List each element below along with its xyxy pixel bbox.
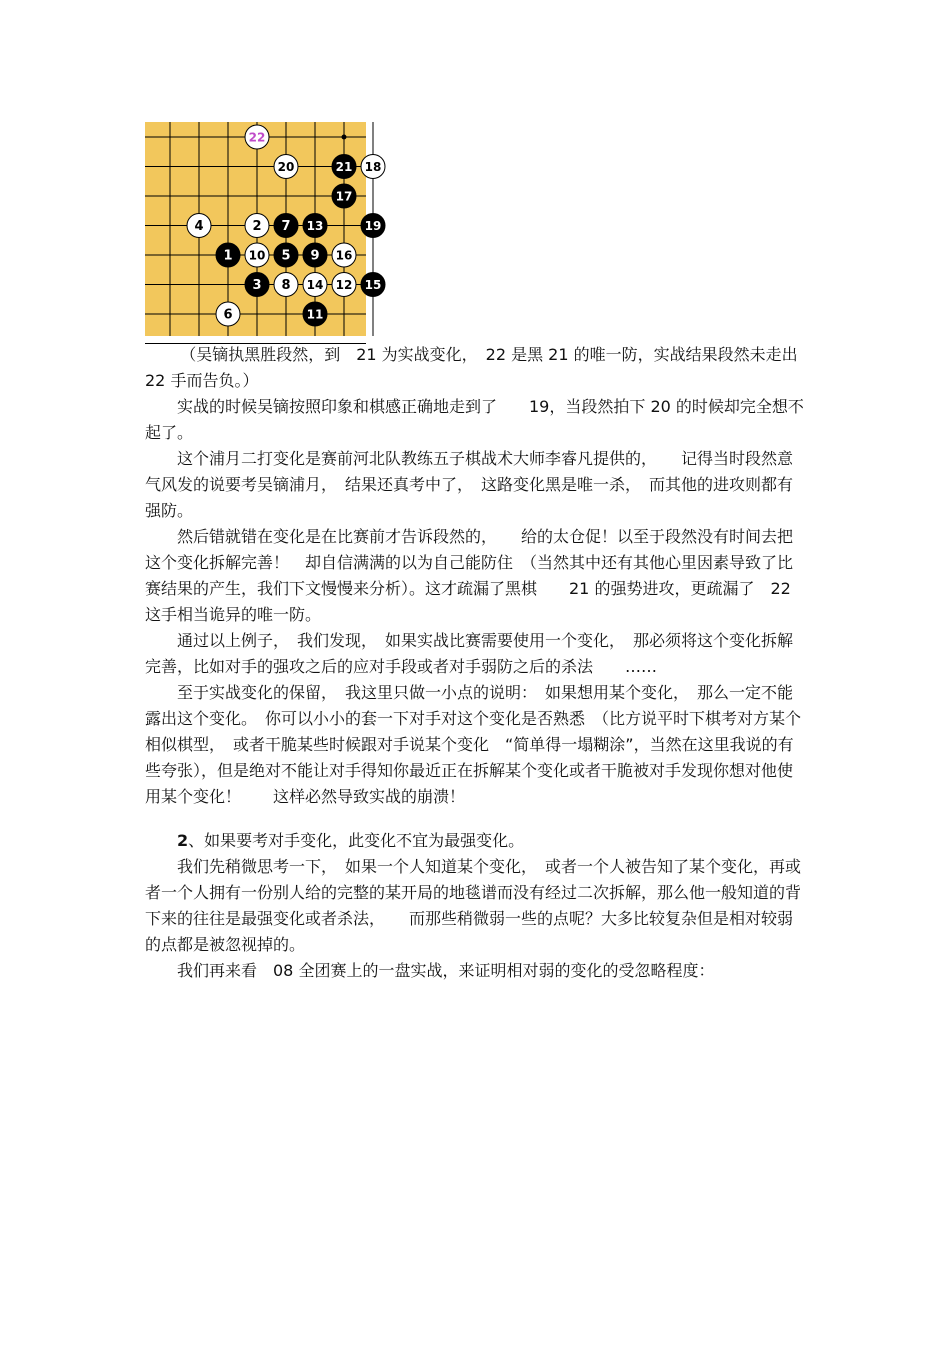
black-stone-1: [216, 243, 240, 267]
stone-move-number: 5: [281, 248, 291, 264]
stone-move-number: 21: [335, 160, 353, 174]
black-stone-11: [303, 302, 327, 326]
stone-move-number: 22: [248, 130, 266, 145]
paragraph-1: （吴镝执黑胜段然，到 21 为实战变化， 22 是黑 21 的唯一防，实战结果段然未走出 22 手而告负。）: [145, 345, 798, 390]
section-2-heading: [145, 828, 805, 854]
paragraph-6: 至于实战变化的保留， 我这里只做一小点的说明： 如果想用某个变化， 那么一定不能露出这个变化。 你可以小小的套一下对手对这个变化是否熟悉 （比方说平时下棋考对方某个相似棋型， 或者干脆某些时候跟对手说某个变化 “简单得一塌糊涂”，当然在这里我说的有些夸张），但是绝对不能让对手得知你最近正在拆解某个变化或者干脆被对手发现你想对他使用某个变化！ 这样必然导致实战的崩溃！: [145, 683, 802, 806]
gomoku-board-diagram: [145, 122, 382, 336]
black-stone-13: [303, 214, 327, 238]
black-stone-19: [361, 214, 385, 238]
paragraph-2: 实战的时候吴镝按照印象和棋感正确地走到了 19，当段然拍下 20 的时候却完全想不起了。: [145, 397, 804, 442]
stone-move-number: 4: [194, 219, 204, 234]
section-2-number: 2: [177, 831, 189, 850]
white-stone-12: [332, 273, 356, 297]
paragraph-7: 我们先稍微思考一下， 如果一个人知道某个变化， 或者一个人被告知了某个变化，再或者一个人拥有一份别人给的完整的某开局的地毯谱而没有经过二次拆解，那么他一般知道的背下来的往往是最强变化或者杀法， 而那些稍微弱一些的点呢？大多比较复杂但是相对较弱的点都是被忽视掉的。: [145, 857, 802, 954]
board-dot-marker: [342, 135, 347, 140]
stone-move-number: 1: [223, 248, 233, 264]
stone-move-number: 16: [335, 248, 353, 263]
section-2-heading-text: 、如果要考对手变化，此变化不宜为最强变化。: [188, 831, 525, 850]
white-stone-6: [216, 302, 240, 326]
paragraph-5: 通过以上例子， 我们发现， 如果实战比赛需要使用一个变化， 那必须将这个变化拆解完善，比如对手的强攻之后的应对手段或者对手弱防之后的杀法 ……: [145, 631, 794, 676]
stone-move-number: 18: [364, 160, 382, 174]
white-stone-10: [245, 243, 269, 267]
white-stone-14: [303, 273, 327, 297]
paragraph-3: 这个浦月二打变化是赛前河北队教练五子棋战术大师李睿凡提供的， 记得当时段然意气风发的说要考吴镝浦月， 结果还真考中了， 这路变化黑是唯一杀， 而其他的进攻则都有强防。: [145, 449, 794, 520]
stone-move-number: 6: [223, 307, 233, 323]
white-stone-20: [274, 155, 298, 179]
stone-move-number: 2: [252, 219, 262, 234]
stone-move-number: 19: [364, 219, 382, 233]
white-stone-8: [274, 273, 298, 297]
white-stone-4: [187, 214, 211, 238]
white-stone-22: [245, 125, 269, 149]
white-stone-16: [332, 243, 356, 267]
stone-move-number: 20: [277, 160, 295, 174]
stone-move-number: 10: [248, 248, 266, 263]
stone-move-number: 17: [335, 189, 353, 204]
stone-move-number: 11: [306, 307, 324, 322]
stone-move-number: 8: [281, 278, 291, 293]
stone-move-number: 14: [306, 278, 324, 292]
black-stone-7: [274, 214, 298, 238]
stone-move-number: 12: [335, 278, 353, 292]
stone-move-number: 3: [252, 278, 262, 293]
board-marker: [342, 135, 347, 140]
black-stone-3: [245, 273, 269, 297]
stone-move-number: 9: [310, 248, 320, 264]
stone-move-number: 13: [306, 219, 324, 233]
paragraph-8: 我们再来看 08 全团赛上的一盘实战，来证明相对弱的变化的受忽略程度：: [177, 961, 715, 980]
black-stone-5: [274, 243, 298, 267]
black-stone-9: [303, 243, 327, 267]
article-body: [145, 342, 805, 984]
black-stone-17: [332, 184, 356, 208]
paragraph-4: 然后错就错在变化是在比赛前才告诉段然的， 给的太仓促！以至于段然没有时间去把这个变化拆解完善！ 却自信满满的以为自己能防住 （当然其中还有其他心里因素导致了比赛结果的产生，我们下文慢慢来分析）。这才疏漏了黑棋 21 的强势进攻，更疏漏了 22 这手相当诡异的唯一防。: [145, 527, 794, 624]
stone-move-number: 7: [281, 219, 291, 234]
white-stone-18: [361, 155, 385, 179]
stone-move-number: 15: [364, 278, 382, 292]
black-stone-21: [332, 155, 356, 179]
white-stone-2: [245, 214, 269, 238]
black-stone-15: [361, 273, 385, 297]
